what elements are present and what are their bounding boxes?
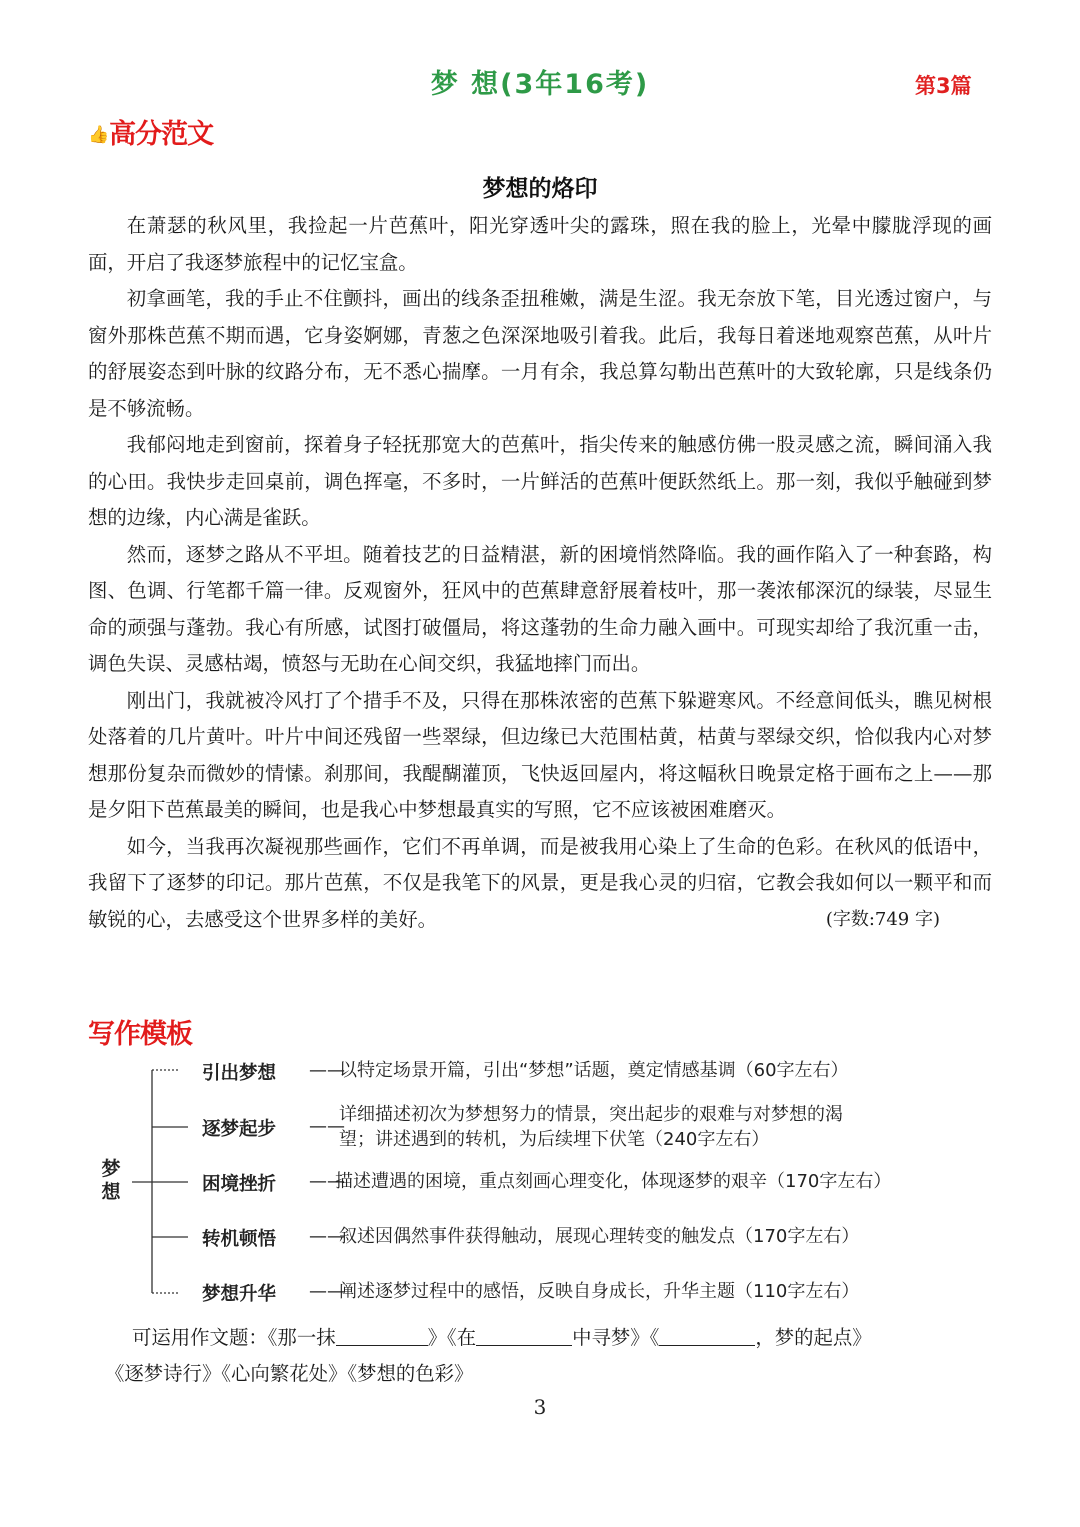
dash-connector: —— [309,1060,345,1081]
usable-title-part: ，梦的起点》 [755,1326,872,1349]
section-heading-model-essay [88,112,213,151]
tree-root-label: 梦想 [101,1158,121,1203]
fill-in-blank [659,1327,755,1346]
dash-connector: —— [309,1171,345,1192]
usable-title-part: 《在 [447,1326,477,1349]
description-block [339,1102,843,1152]
essay-title: 梦想的烙印 [482,176,598,202]
tree-node-label: 转机顿悟 [202,1229,277,1250]
tree-node-description [309,1058,849,1083]
description-text: 描述遭遇的困境，重点刻画心理变化，体现逐梦的艰辛 [335,1171,767,1192]
usable-titles-line2 [105,1358,473,1386]
essay-body [88,208,992,938]
usable-titles-line1 [132,1322,872,1350]
description-text: 详细描述初次为梦想努力的情景，突出起步的艰难与对梦想的渴 [339,1104,843,1125]
word-estimate: （110字左右） [735,1281,860,1302]
usable-title-part: 《那一抹 [267,1326,336,1349]
page-number: 3 [533,1395,547,1419]
dash-connector: —— [309,1281,345,1302]
tree-node-description [309,1102,843,1152]
usable-titles-lead: 可运用作文题： [132,1326,268,1349]
tree-node-label: 困境挫折 [202,1174,277,1195]
word-count: (字数:749 字) [825,908,940,930]
tree-node-description [309,1169,891,1194]
fill-in-blank [336,1327,428,1346]
word-estimate: （170字左右） [767,1171,892,1192]
essay-paragraph: 初拿画笔，我的手止不住颤抖，画出的线条歪扭稚嫩，满是生涩。我无奈放下笔，目光透过窗户，与窗外那株芭蕉不期而遇，它身姿婀娜，青葱之色深深地吸引着我。此后，我每日着迷地观察芭蕉，从叶片的舒展姿态到叶脉的纹路分布，无不悉心揣摩。一月有余，我总算勾勒出芭蕉叶的大致轮廓，只是线条仍是不够流畅。 [88,287,992,420]
dash-connector: —— [309,1226,345,1247]
essay-paragraph: 在萧瑟的秋风里，我捡起一片芭蕉叶，阳光穿透叶尖的露珠，照在我的脸上，光晕中朦胧浮现的画面，开启了我逐梦旅程中的记忆宝盒。 [88,214,992,274]
description-text-line2: 望；讲述遇到的转机，为后续埋下伏笔 [339,1129,645,1150]
header-title: 梦 想(3年16考) [430,69,650,100]
tree-node-label: 引出梦想 [202,1063,277,1084]
usable-title: 《逐梦诗行》 [105,1362,222,1385]
word-estimate: （170字左右） [735,1226,860,1247]
tree-node-label: 梦想升华 [202,1284,277,1305]
description-text: 以特定场景开篇，引出“梦想”话题，奠定情感基调 [339,1060,736,1081]
tree-node-description [309,1224,859,1249]
word-estimate: （240字左右） [645,1129,770,1150]
usable-title-part: 中寻梦》 [572,1326,650,1349]
usable-title: 《心向繁花处》 [221,1362,348,1385]
header-issue-number: 第3篇 [915,74,972,98]
description-text: 叙述因偶然事件获得触动，展现心理转变的触发点 [339,1226,735,1247]
usable-title: 《梦想的色彩》 [347,1362,474,1385]
word-estimate: （60字左右） [735,1060,849,1081]
thumbs-up-icon: 👍 [88,125,109,145]
description-text: 阐述逐梦过程中的感悟，反映自身成长，升华主题 [339,1281,735,1302]
usable-title-part: 》 [427,1326,447,1349]
fill-in-blank [476,1327,572,1346]
essay-paragraph-text: 如今，当我再次凝视那些画作，它们不再单调，而是被我用心染上了生命的色彩。在秋风的低语中，我留下了逐梦的印记。那片芭蕉，不仅是我笔下的风景，更是我心灵的归宿，它教会我如何以一颗平和而敏锐的心，去感受这个世界多样的美好。 [88,834,992,931]
section-heading-writing-template: 写作模板 [88,1019,192,1050]
usable-title-part: 《 [649,1326,660,1349]
essay-paragraph-last [88,829,992,939]
template-tree [96,1050,1016,1315]
section-heading-label: 高分范文 [109,119,214,150]
tree-node-description [309,1279,859,1304]
essay-paragraph: 然而，逐梦之路从不平坦。随着技艺的日益精湛，新的困境悄然降临。我的画作陷入了一种套路，构图、色调、行笔都千篇一律。反观窗外，狂风中的芭蕉肆意舒展着枝叶，那一袭浓郁深沉的绿装，尽显生命的顽强与蓬勃。我心有所感，试图打破僵局，将这蓬勃的生命力融入画中。可现实却给了我沉重一击，调色失误、灵感枯竭，愤怒与无助在心间交织，我猛地摔门而出。 [88,542,992,675]
essay-paragraph: 我郁闷地走到窗前，探着身子轻抚那宽大的芭蕉叶，指尖传来的触感仿佛一股灵感之流，瞬间涌入我的心田。我快步走回桌前，调色挥毫，不多时，一片鲜活的芭蕉叶便跃然纸上。那一刻，我似乎触碰到梦想的边缘，内心满是雀跃。 [88,433,992,529]
tree-node-label: 逐梦起步 [202,1119,277,1140]
essay-paragraph: 刚出门，我就被冷风打了个措手不及，只得在那株浓密的芭蕉下躲避寒风。不经意间低头，瞧见树根处落着的几片黄叶。叶片中间还残留一些翠绿，但边缘已大范围枯黄，枯黄与翠绿交织，恰似我内心对梦想那份复杂而微妙的情愫。刹那间，我醍醐灌顶，飞快返回屋内，将这幅秋日晚景定格于画布之上——那是夕阳下芭蕉最美的瞬间，也是我心中梦想最真实的写照，它不应该被困难磨灭。 [88,688,992,821]
dash-connector: —— [309,1116,345,1137]
